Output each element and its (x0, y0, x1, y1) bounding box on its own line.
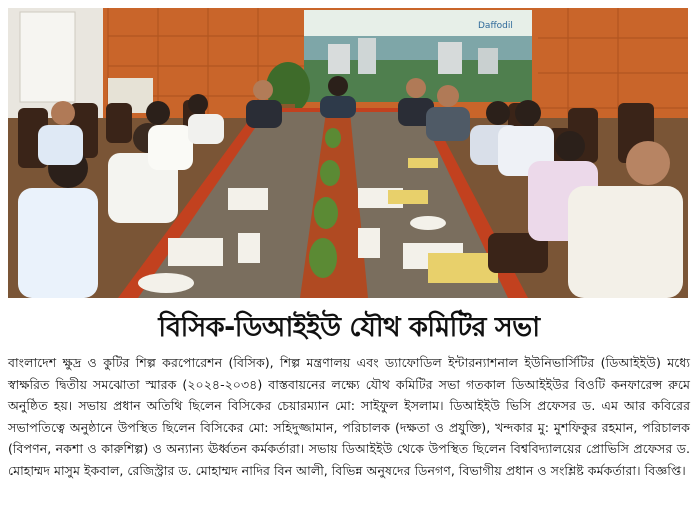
meeting-photo-illustration (8, 8, 688, 298)
meeting-photo (8, 8, 688, 298)
headline: বিসিক-ডিআইইউ যৌথ কমিটির সভা (158, 312, 540, 343)
article-body: বাংলাদেশ ক্ষুদ্র ও কুটির শিল্প করপোরেশন (বিসিক), শিল্প মন্ত্রণালয় এবং ড্যাফোডিল ইন্টারন্যাশনাল ইউনিভার্সিটির (ডিআইইউ) মধ্যে স্বাক্ষরিত দ্বিতীয় সমঝোতা স্মারক (২০২৪-২০৩৪) বাস্তবায়নের লক্ষ্যে যৌথ কমিটির সভা গতকাল ডিআইইউর বিওটি কনফারেন্স রুমে অনুষ্ঠিত হয়। সভায় প্রধান অতিথি ছিলেন বিসিকের চেয়ারম্যান মো: সাইফুল ইসলাম। ডিআইইউ ভিসি প্রফেসর ড. এম আর কবিরের সভাপতিত্বে অনুষ্ঠানে উপস্থিত ছিলেন বিসিকের মো: সহিদুজ্জামান, পরিচালক (দক্ষতা ও প্রযুক্তি), খন্দকার মু: মুশফিকুর রহমান, পরিচালক (বিপণন, নকশা ও কারুশিল্প) ও অন্যান্য ঊর্ধ্বতন কর্মকর্তারা। সভায় ডিআইইউ থেকে উপস্থিত ছিলেন বিশ্ববিদ্যালয়ের প্রোভিসি প্রফেসর ড. মোহাম্মদ মাসুম ইকবাল, রেজিস্ট্রার ড. মোহাম্মদ নাদির বিন আলী, বিভিন্ন অনুষদের ডিনগণ, বিভাগীয় প্রধান ও সংশ্লিষ্ট কর্মকর্তারা। বিজ্ঞপ্তি। (8, 355, 690, 478)
svg-text:Daffodil: Daffodil (478, 21, 513, 31)
